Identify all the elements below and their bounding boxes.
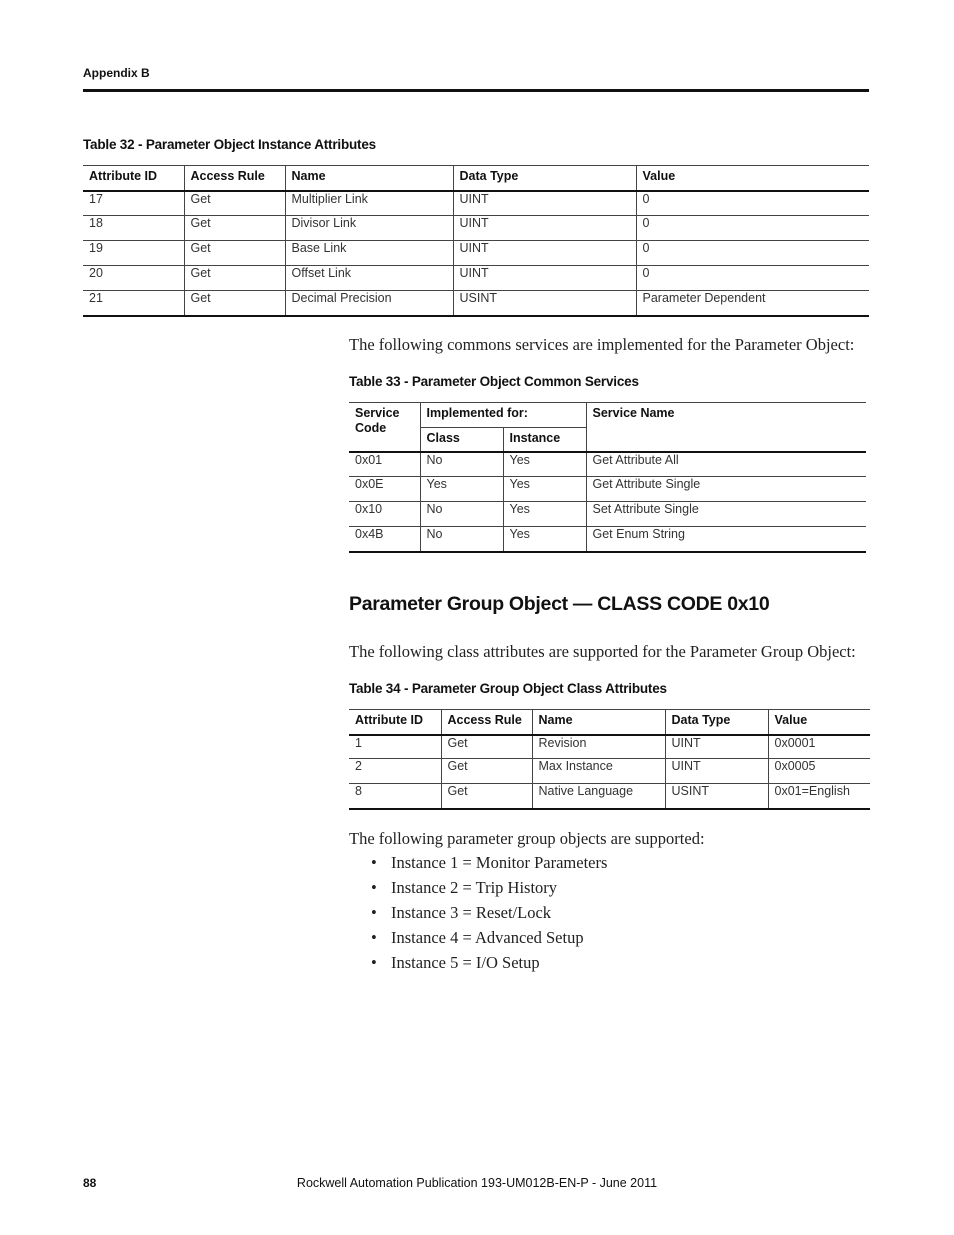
table-cell: USINT: [453, 291, 636, 316]
table-33: [349, 402, 866, 553]
table-cell: 0x10: [349, 502, 420, 527]
table-cell: 0: [636, 241, 869, 266]
table-32-caption: Table 32 - Parameter Object Instance Attributes: [83, 137, 376, 152]
table-cell: Native Language: [532, 784, 665, 809]
table-cell: Get: [441, 735, 532, 759]
list-item: [349, 878, 607, 903]
column-header: Access Rule: [184, 166, 285, 191]
intro-paragraph-class-attributes: The following class attributes are supported for the Parameter Group Object:: [349, 642, 856, 661]
section-heading: Parameter Group Object — CLASS CODE 0x10: [349, 593, 770, 615]
column-header: Access Rule: [441, 710, 532, 735]
table-row: [349, 502, 866, 527]
list-item-text: Instance 4 = Advanced Setup: [391, 928, 584, 947]
table-row: [83, 291, 869, 316]
table-cell: Get: [184, 241, 285, 266]
table-cell: UINT: [453, 266, 636, 291]
table-cell: 0x0E: [349, 477, 420, 502]
table-cell: Multiplier Link: [285, 191, 453, 216]
column-header: Service Name: [586, 403, 866, 452]
table-cell: 0: [636, 266, 869, 291]
table-cell: Divisor Link: [285, 216, 453, 241]
intro-paragraph-services: The following commons services are implemented for the Parameter Object:: [349, 335, 855, 354]
table-cell: 0: [636, 191, 869, 216]
list-item: [349, 928, 607, 953]
table-33-caption: Table 33 - Parameter Object Common Services: [349, 374, 639, 389]
table-cell: 21: [83, 291, 184, 316]
table-cell: Parameter Dependent: [636, 291, 869, 316]
column-header: Data Type: [665, 710, 768, 735]
table-row: [349, 759, 870, 784]
table-cell: Offset Link: [285, 266, 453, 291]
list-item-text: Instance 5 = I/O Setup: [391, 953, 540, 972]
table-row: [349, 784, 870, 809]
bullet-icon: •: [371, 903, 377, 922]
intro-paragraph-group-objects: The following parameter group objects are supported:: [349, 829, 705, 848]
table-cell: Base Link: [285, 241, 453, 266]
table-cell: Get: [184, 191, 285, 216]
table-cell: UINT: [453, 191, 636, 216]
table-cell: UINT: [665, 759, 768, 784]
table-cell: 19: [83, 241, 184, 266]
table-cell: Get Attribute Single: [586, 477, 866, 502]
table-cell: 0: [636, 216, 869, 241]
table-cell: Yes: [420, 477, 503, 502]
table-cell: 1: [349, 735, 441, 759]
table-cell: 0x01: [349, 452, 420, 477]
table-cell: 8: [349, 784, 441, 809]
table-cell: 0x01=English: [768, 784, 870, 809]
list-item: [349, 953, 607, 978]
table-row: [83, 191, 869, 216]
table-cell: No: [420, 527, 503, 552]
table-cell: Get: [184, 216, 285, 241]
table-cell: Max Instance: [532, 759, 665, 784]
column-header: Implemented for:: [420, 403, 586, 428]
footer-publication: Rockwell Automation Publication 193-UM012B-EN-P - June 2011: [296, 1176, 658, 1190]
table-row: [349, 477, 866, 502]
table-32: [83, 165, 869, 317]
table-row: [349, 527, 866, 552]
list-item-text: Instance 1 = Monitor Parameters: [391, 853, 608, 872]
header-rule: [83, 89, 869, 92]
table-cell: 20: [83, 266, 184, 291]
list-item-text: Instance 2 = Trip History: [391, 878, 558, 897]
bullet-icon: •: [371, 878, 377, 897]
running-header: Appendix B: [83, 66, 150, 80]
table-row: [349, 452, 866, 477]
table-34: [349, 709, 870, 810]
bullet-icon: •: [371, 953, 377, 972]
table-cell: Get: [184, 266, 285, 291]
column-header: Class: [420, 428, 503, 452]
bullet-icon: •: [371, 853, 377, 872]
table-cell: 17: [83, 191, 184, 216]
column-header: Attribute ID: [83, 166, 184, 191]
table-cell: 0x0005: [768, 759, 870, 784]
table-cell: Yes: [503, 477, 586, 502]
column-header: Name: [285, 166, 453, 191]
table-row: [349, 735, 870, 759]
list-item-text: Instance 3 = Reset/Lock: [391, 903, 552, 922]
table-cell: No: [420, 502, 503, 527]
table-row: [83, 216, 869, 241]
table-cell: Set Attribute Single: [586, 502, 866, 527]
column-header: Name: [532, 710, 665, 735]
table-cell: 0x0001: [768, 735, 870, 759]
table-cell: USINT: [665, 784, 768, 809]
table-cell: Get Enum String: [586, 527, 866, 552]
page-number: 88: [83, 1176, 97, 1190]
table-cell: Get: [441, 784, 532, 809]
column-header: Instance: [503, 428, 586, 452]
table-cell: Yes: [503, 527, 586, 552]
column-header: Service Code: [349, 403, 420, 452]
table-cell: 0x4B: [349, 527, 420, 552]
table-cell: Yes: [503, 452, 586, 477]
table-cell: Revision: [532, 735, 665, 759]
table-cell: Decimal Precision: [285, 291, 453, 316]
table-34-caption: Table 34 - Parameter Group Object Class Attributes: [349, 681, 667, 696]
table-cell: UINT: [453, 241, 636, 266]
table-cell: 18: [83, 216, 184, 241]
column-header: Attribute ID: [349, 710, 441, 735]
table-cell: Get Attribute All: [586, 452, 866, 477]
instance-list: [349, 853, 607, 978]
table-row: [83, 266, 869, 291]
bullet-icon: •: [371, 928, 377, 947]
table-cell: UINT: [665, 735, 768, 759]
table-cell: Get: [441, 759, 532, 784]
table-cell: Yes: [503, 502, 586, 527]
column-header: Data Type: [453, 166, 636, 191]
list-item: [349, 853, 607, 878]
table-cell: No: [420, 452, 503, 477]
list-item: [349, 903, 607, 928]
column-header: Value: [636, 166, 869, 191]
table-row: [83, 241, 869, 266]
column-header: Value: [768, 710, 870, 735]
table-cell: 2: [349, 759, 441, 784]
table-cell: UINT: [453, 216, 636, 241]
table-cell: Get: [184, 291, 285, 316]
